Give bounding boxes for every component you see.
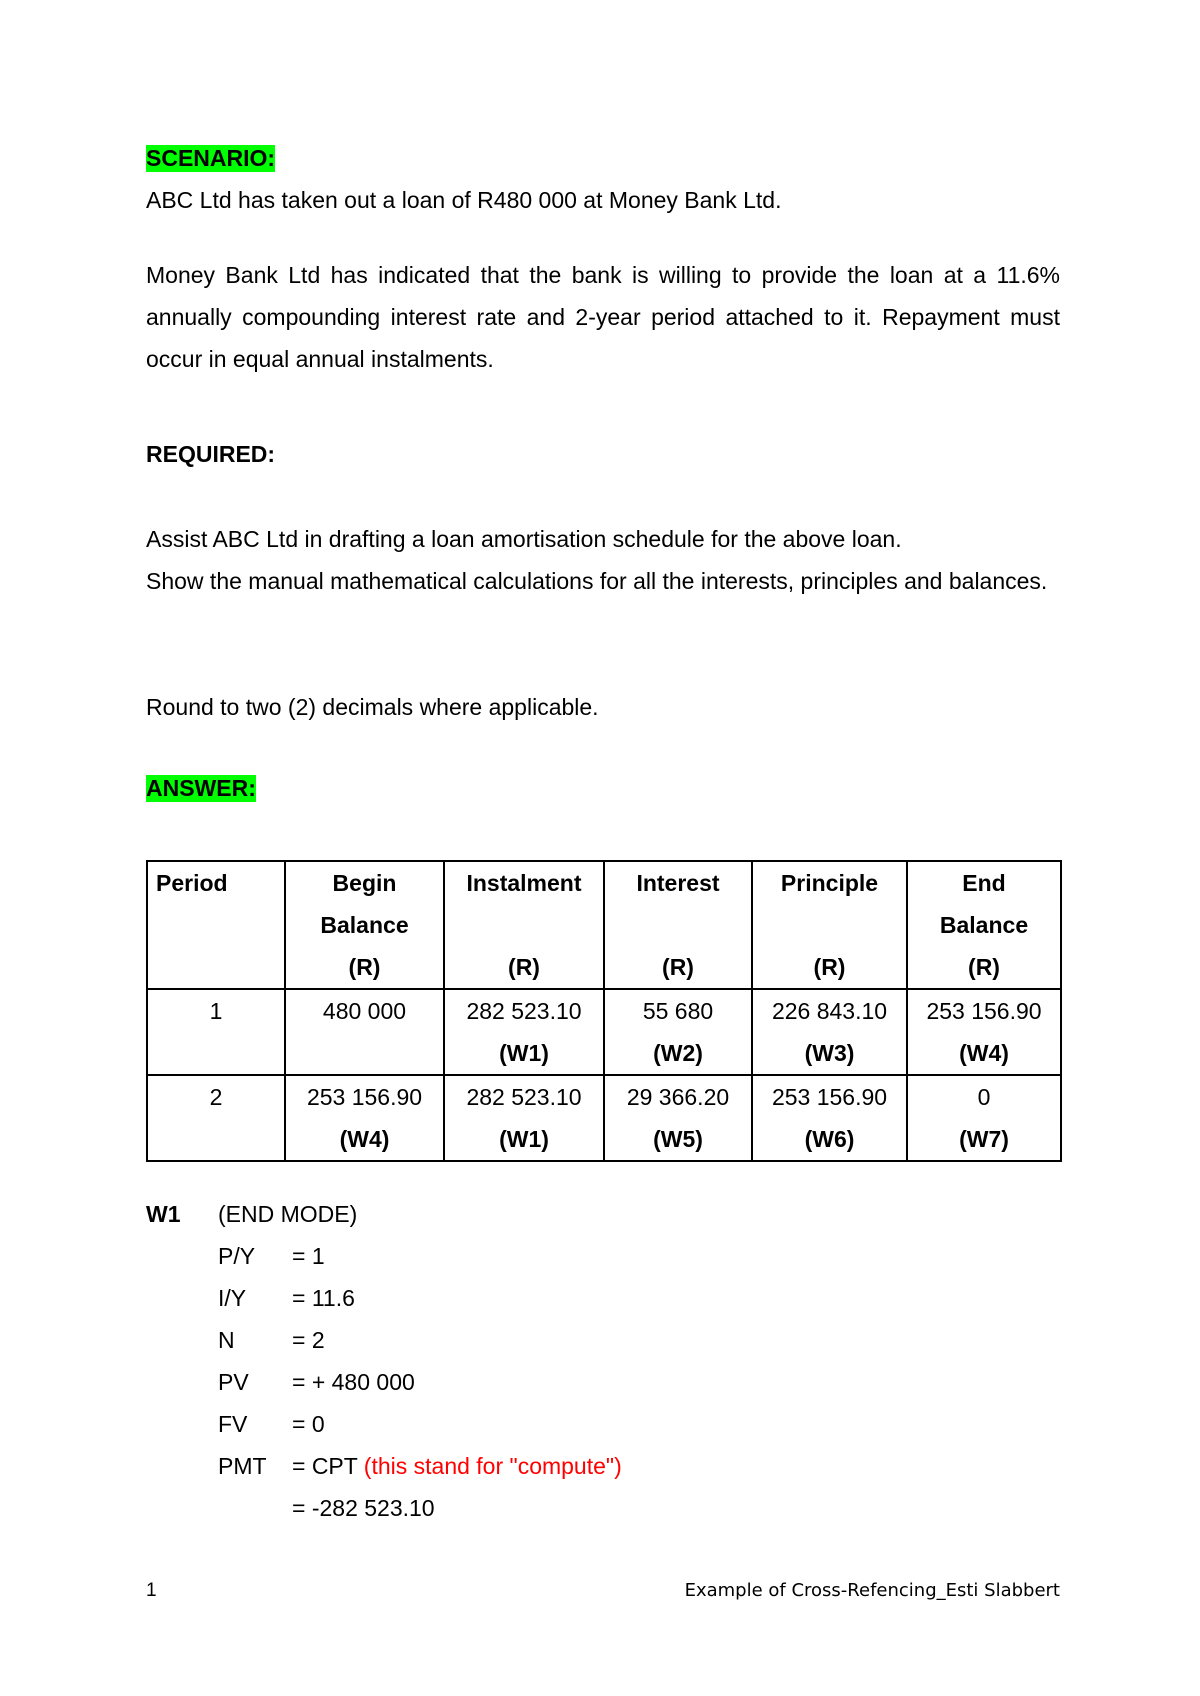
header-begin-balance: Begin Balance (R): [285, 861, 444, 989]
calc-value: = 2: [292, 1327, 325, 1353]
w1-mode: (END MODE): [218, 1201, 358, 1227]
calc-value: = + 480 000: [292, 1369, 415, 1395]
calc-key: I/Y: [218, 1285, 247, 1311]
header-end-balance: End Balance (R): [907, 861, 1061, 989]
w1-label: W1: [146, 1201, 181, 1227]
scenario-line: ABC Ltd has taken out a loan of R480 000 at Money Bank Ltd.: [146, 187, 782, 213]
footer-title: Example of Cross-Refencing_Esti Slabbert: [684, 1580, 1060, 1601]
answer-heading: ANSWER:: [146, 775, 256, 801]
cell-principle: 253 156.90 (W6): [752, 1075, 907, 1161]
calc-key: P/Y: [218, 1243, 256, 1269]
calc-key: FV: [218, 1411, 248, 1437]
cell-begin-balance: 480 000: [285, 989, 444, 1075]
calc-key: N: [218, 1327, 235, 1353]
cell-period: 2: [147, 1075, 285, 1161]
table-header-row: [147, 861, 1061, 989]
calc-note: (this stand for "compute"): [363, 1453, 622, 1479]
calc-value: = 1: [292, 1243, 325, 1269]
calc-key: PV: [218, 1369, 249, 1395]
calc-value: = CPT (this stand for "compute"): [292, 1453, 622, 1479]
cell-period: 1: [147, 989, 285, 1075]
amortisation-table: [146, 860, 1062, 1162]
required-line-2: Show the manual mathematical calculations for all the interests, principles and balances.: [146, 568, 1048, 594]
cell-interest: 55 680 (W2): [604, 989, 752, 1075]
cell-instalment: 282 523.10 (W1): [444, 1075, 604, 1161]
cell-interest: 29 366.20 (W5): [604, 1075, 752, 1161]
cell-principle: 226 843.10 (W3): [752, 989, 907, 1075]
required-heading: REQUIRED:: [146, 441, 276, 467]
calc-value: = 11.6: [292, 1285, 355, 1311]
required-line-3: Round to two (2) decimals where applicable.: [146, 694, 599, 720]
cell-end-balance: 0 (W7): [907, 1075, 1061, 1161]
header-period: Period: [147, 861, 285, 989]
calc-key: PMT: [218, 1453, 267, 1479]
scenario-heading: SCENARIO:: [146, 145, 276, 171]
calc-value: = -282 523.10: [292, 1495, 435, 1521]
table-row: [147, 1075, 1061, 1161]
cell-begin-balance: 253 156.90 (W4): [285, 1075, 444, 1161]
cell-end-balance: 253 156.90 (W4): [907, 989, 1061, 1075]
footer-page-number: 1: [146, 1580, 157, 1601]
required-line-1: Assist ABC Ltd in drafting a loan amortisation schedule for the above loan.: [146, 526, 902, 552]
table-row: [147, 989, 1061, 1075]
header-interest: Interest (R): [604, 861, 752, 989]
calc-value: = 0: [292, 1411, 325, 1437]
scenario-paragraph: Money Bank Ltd has indicated that the bank is willing to provide the loan at a 11.6% annually compounding interest rate and 2-year period attached to it. Repayment must occur in equal annual instalments.: [146, 262, 1060, 372]
header-instalment: Instalment (R): [444, 861, 604, 989]
cell-instalment: 282 523.10 (W1): [444, 989, 604, 1075]
header-principle: Principle (R): [752, 861, 907, 989]
